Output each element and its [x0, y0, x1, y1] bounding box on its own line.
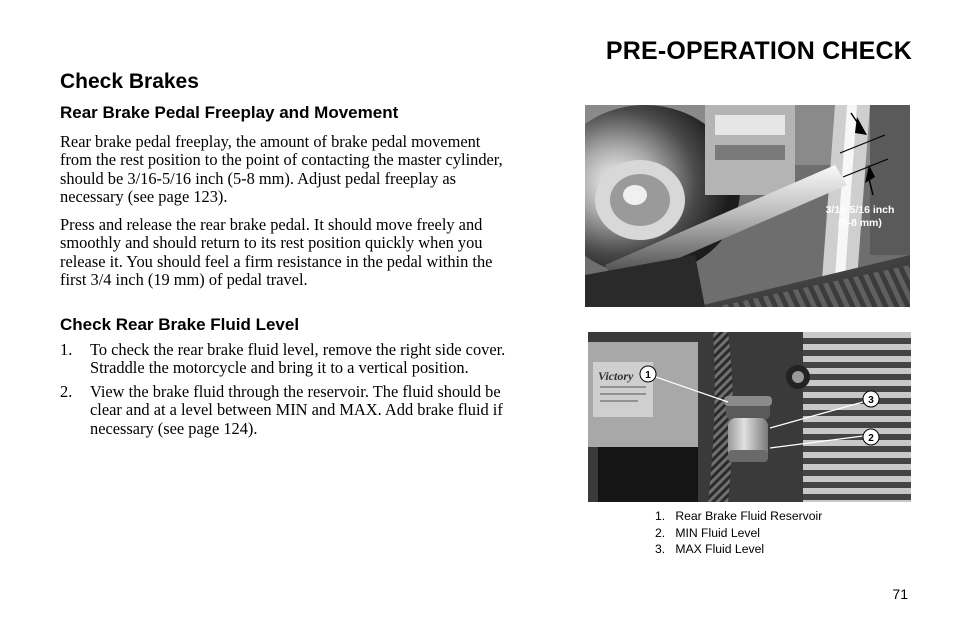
- list-number: 2.: [60, 382, 73, 401]
- text-line: Straddle the motorcycle and bring it to a vertical position.: [90, 358, 469, 378]
- text-line: from the rest position to the point of contacting the master cylinder,: [60, 150, 503, 170]
- text-line: necessary (see page 124).: [90, 418, 258, 438]
- page-number: 71: [892, 586, 908, 602]
- text-line: To check the rear brake fluid level, remove the right side cover.: [90, 340, 506, 359]
- section-title: Check Brakes: [60, 70, 199, 93]
- text-line: first 3/4 inch (19 mm) of pedal travel.: [60, 269, 308, 289]
- caption-item: 2. MIN Fluid Level: [655, 525, 760, 540]
- text-line: should be 3/16-5/16 inch (5-8 mm). Adjust pedal freeplay as: [60, 168, 457, 188]
- text-line: necessary (see page 123).: [60, 186, 228, 206]
- text-line: Press and release the rear brake pedal. It should move freely and: [60, 215, 483, 234]
- pedal-paragraph-2: [60, 216, 560, 289]
- brand-logo-text: Victory: [598, 369, 634, 383]
- text-line: release it. You should feel a firm resistance in the pedal within the: [60, 251, 493, 271]
- caption-item: 3. MAX Fluid Level: [655, 542, 765, 556]
- freeplay-label-mm: (5-8 mm): [838, 217, 882, 229]
- callout-1: 1: [645, 370, 651, 381]
- text-line: Rear brake pedal freeplay, the amount of brake pedal movement: [60, 132, 481, 151]
- pedal-paragraph-1: [60, 133, 560, 206]
- figure-caption-list: [655, 508, 822, 558]
- callout-2: 2: [868, 433, 874, 444]
- freeplay-label: 3/16-5/16 inch: [825, 204, 895, 216]
- brake-fluid-reservoir-photo: [588, 332, 911, 502]
- pedal-heading: Rear Brake Pedal Freeplay and Movement: [60, 103, 399, 122]
- callout-3: 3: [868, 395, 874, 406]
- brake-pedal-photo: [585, 105, 910, 307]
- page-header-title: PRE-OPERATION CHECK: [605, 37, 912, 65]
- text-line: View the brake fluid through the reservoir. The fluid should be: [90, 382, 501, 401]
- list-number: 1.: [60, 340, 73, 359]
- text-line: smoothly and should return to its rest position quickly when you: [60, 233, 483, 253]
- caption-item: 1. Rear Brake Fluid Reservoir: [655, 509, 823, 523]
- fluid-heading: Check Rear Brake Fluid Level: [60, 315, 300, 334]
- text-line: clear and at a level between MIN and MAX. Add brake fluid if: [90, 400, 503, 420]
